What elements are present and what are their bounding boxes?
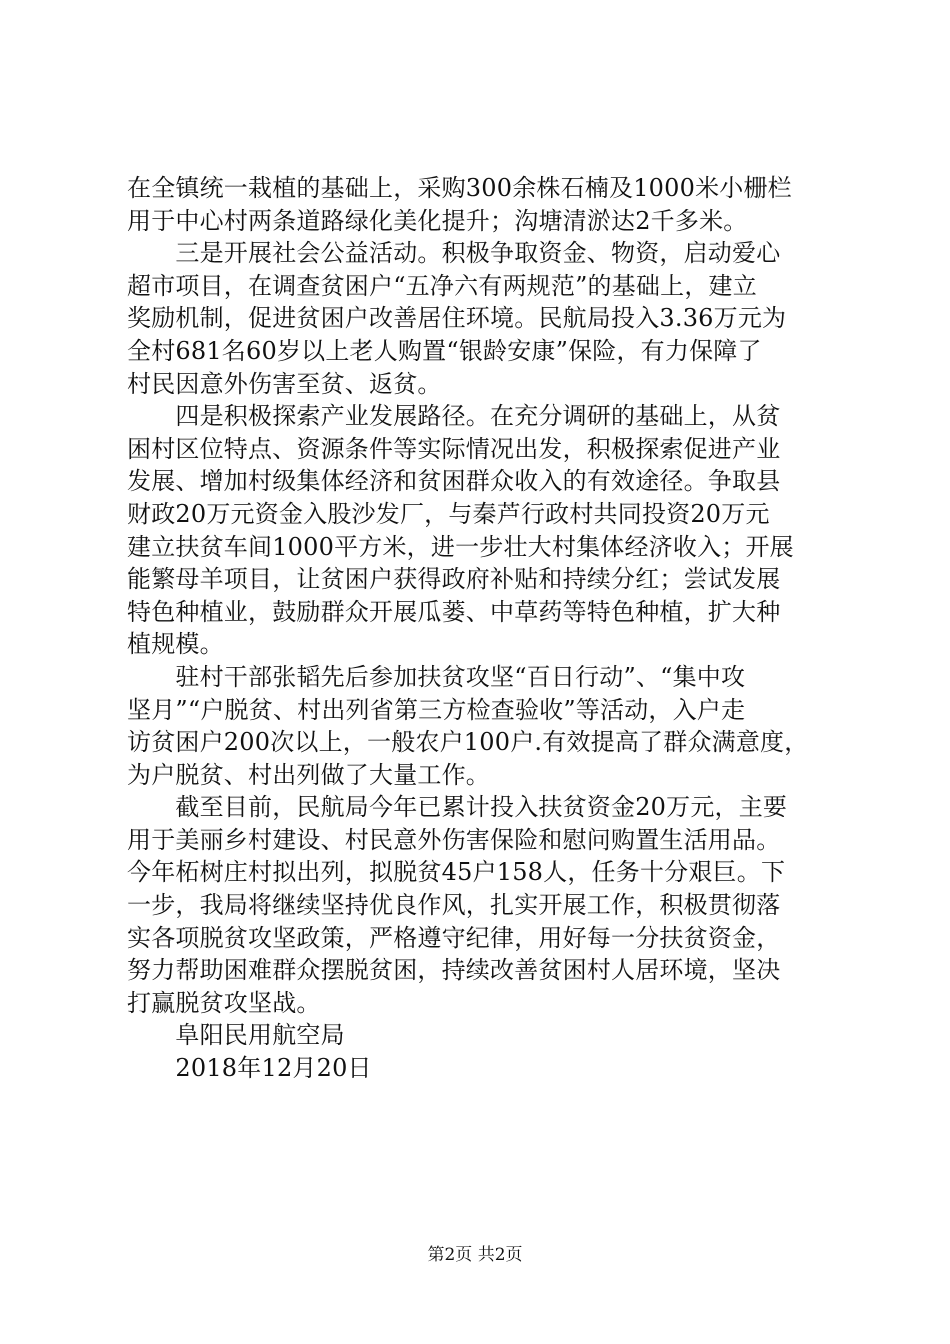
text-line: 实各项脱贫攻坚政策，严格遵守纪律，用好每一分扶贫资金， [127, 923, 781, 952]
page-number-label: 第2页 共2页 [427, 1245, 523, 1265]
text-line: 能繁母羊项目，让贫困户获得政府补贴和持续分红；尝试发展 [127, 565, 781, 594]
text-line: 访贫困户200次以上，一般农户100户.有效提高了群众满意度， [127, 728, 809, 757]
text-line: 村民因意外伤害至贫、返贫。 [127, 369, 442, 398]
text-line: 植规模。 [127, 630, 224, 659]
text-line: 建立扶贫车间1000平方米，进一步壮大村集体经济收入；开展 [127, 532, 794, 561]
text-line: 今年柘树庄村拟出列，拟脱贫45户158人，任务十分艰巨。下 [127, 858, 786, 887]
text-line: 发展、增加村级集体经济和贫困群众收入的有效途径。争取县 [127, 467, 781, 496]
text-line: 用于美丽乡村建设、村民意外伤害保险和慰问购置生活用品。 [127, 825, 781, 854]
text-line: 为户脱贫、村出列做了大量工作。 [127, 760, 490, 789]
text-line: 财政20万元资金入股沙发厂，与秦芦行政村共同投资20万元 [127, 499, 770, 528]
text-line: 用于中心村两条道路绿化美化提升；沟塘清淤达2千多米。 [127, 206, 748, 235]
text-line: 努力帮助困难群众摆脱贫困，持续改善贫困村人居环境，坚决 [127, 956, 781, 985]
body-text [127, 172, 847, 1085]
signature-organization: 阜阳民用航空局 [127, 1021, 345, 1050]
page-footer [0, 1244, 950, 1266]
text-line: 在全镇统一栽植的基础上，采购300余株石楠及1000米小栅栏 [127, 174, 792, 202]
text-line: 驻村干部张韬先后参加扶贫攻坚“百日行动”、“集中攻 [127, 662, 746, 691]
text-line: 奖励机制，促进贫困户改善居住环境。民航局投入3.36万元为 [127, 304, 787, 333]
text-line: 三是开展社会公益活动。积极争取资金、物资，启动爱心 [127, 239, 781, 268]
text-line: 全村681名60岁以上老人购置“银龄安康”保险，有力保障了 [127, 336, 762, 365]
text-line: 四是积极探索产业发展路径。在充分调研的基础上，从贫 [127, 402, 781, 431]
text-line: 超市项目，在调查贫困户“五净六有两规范”的基础上，建立 [127, 271, 757, 300]
text-line: 困村区位特点、资源条件等实际情况出发，积极探索促进产业 [127, 434, 781, 463]
text-line: 特色种植业，鼓励群众开展瓜蒌、中草药等特色种植，扩大种 [127, 597, 781, 626]
signature-date: 2018年12月20日 [127, 1054, 372, 1083]
text-line: 打赢脱贫攻坚战。 [127, 988, 321, 1017]
text-line: 一步，我局将继续坚持优良作风，扎实开展工作，积极贯彻落 [127, 891, 781, 920]
text-line: 截至目前，民航局今年已累计投入扶贫资金20万元，主要 [127, 793, 788, 822]
text-line: 坚月”“户脱贫、村出列省第三方检查验收”等活动，入户走 [127, 695, 746, 724]
